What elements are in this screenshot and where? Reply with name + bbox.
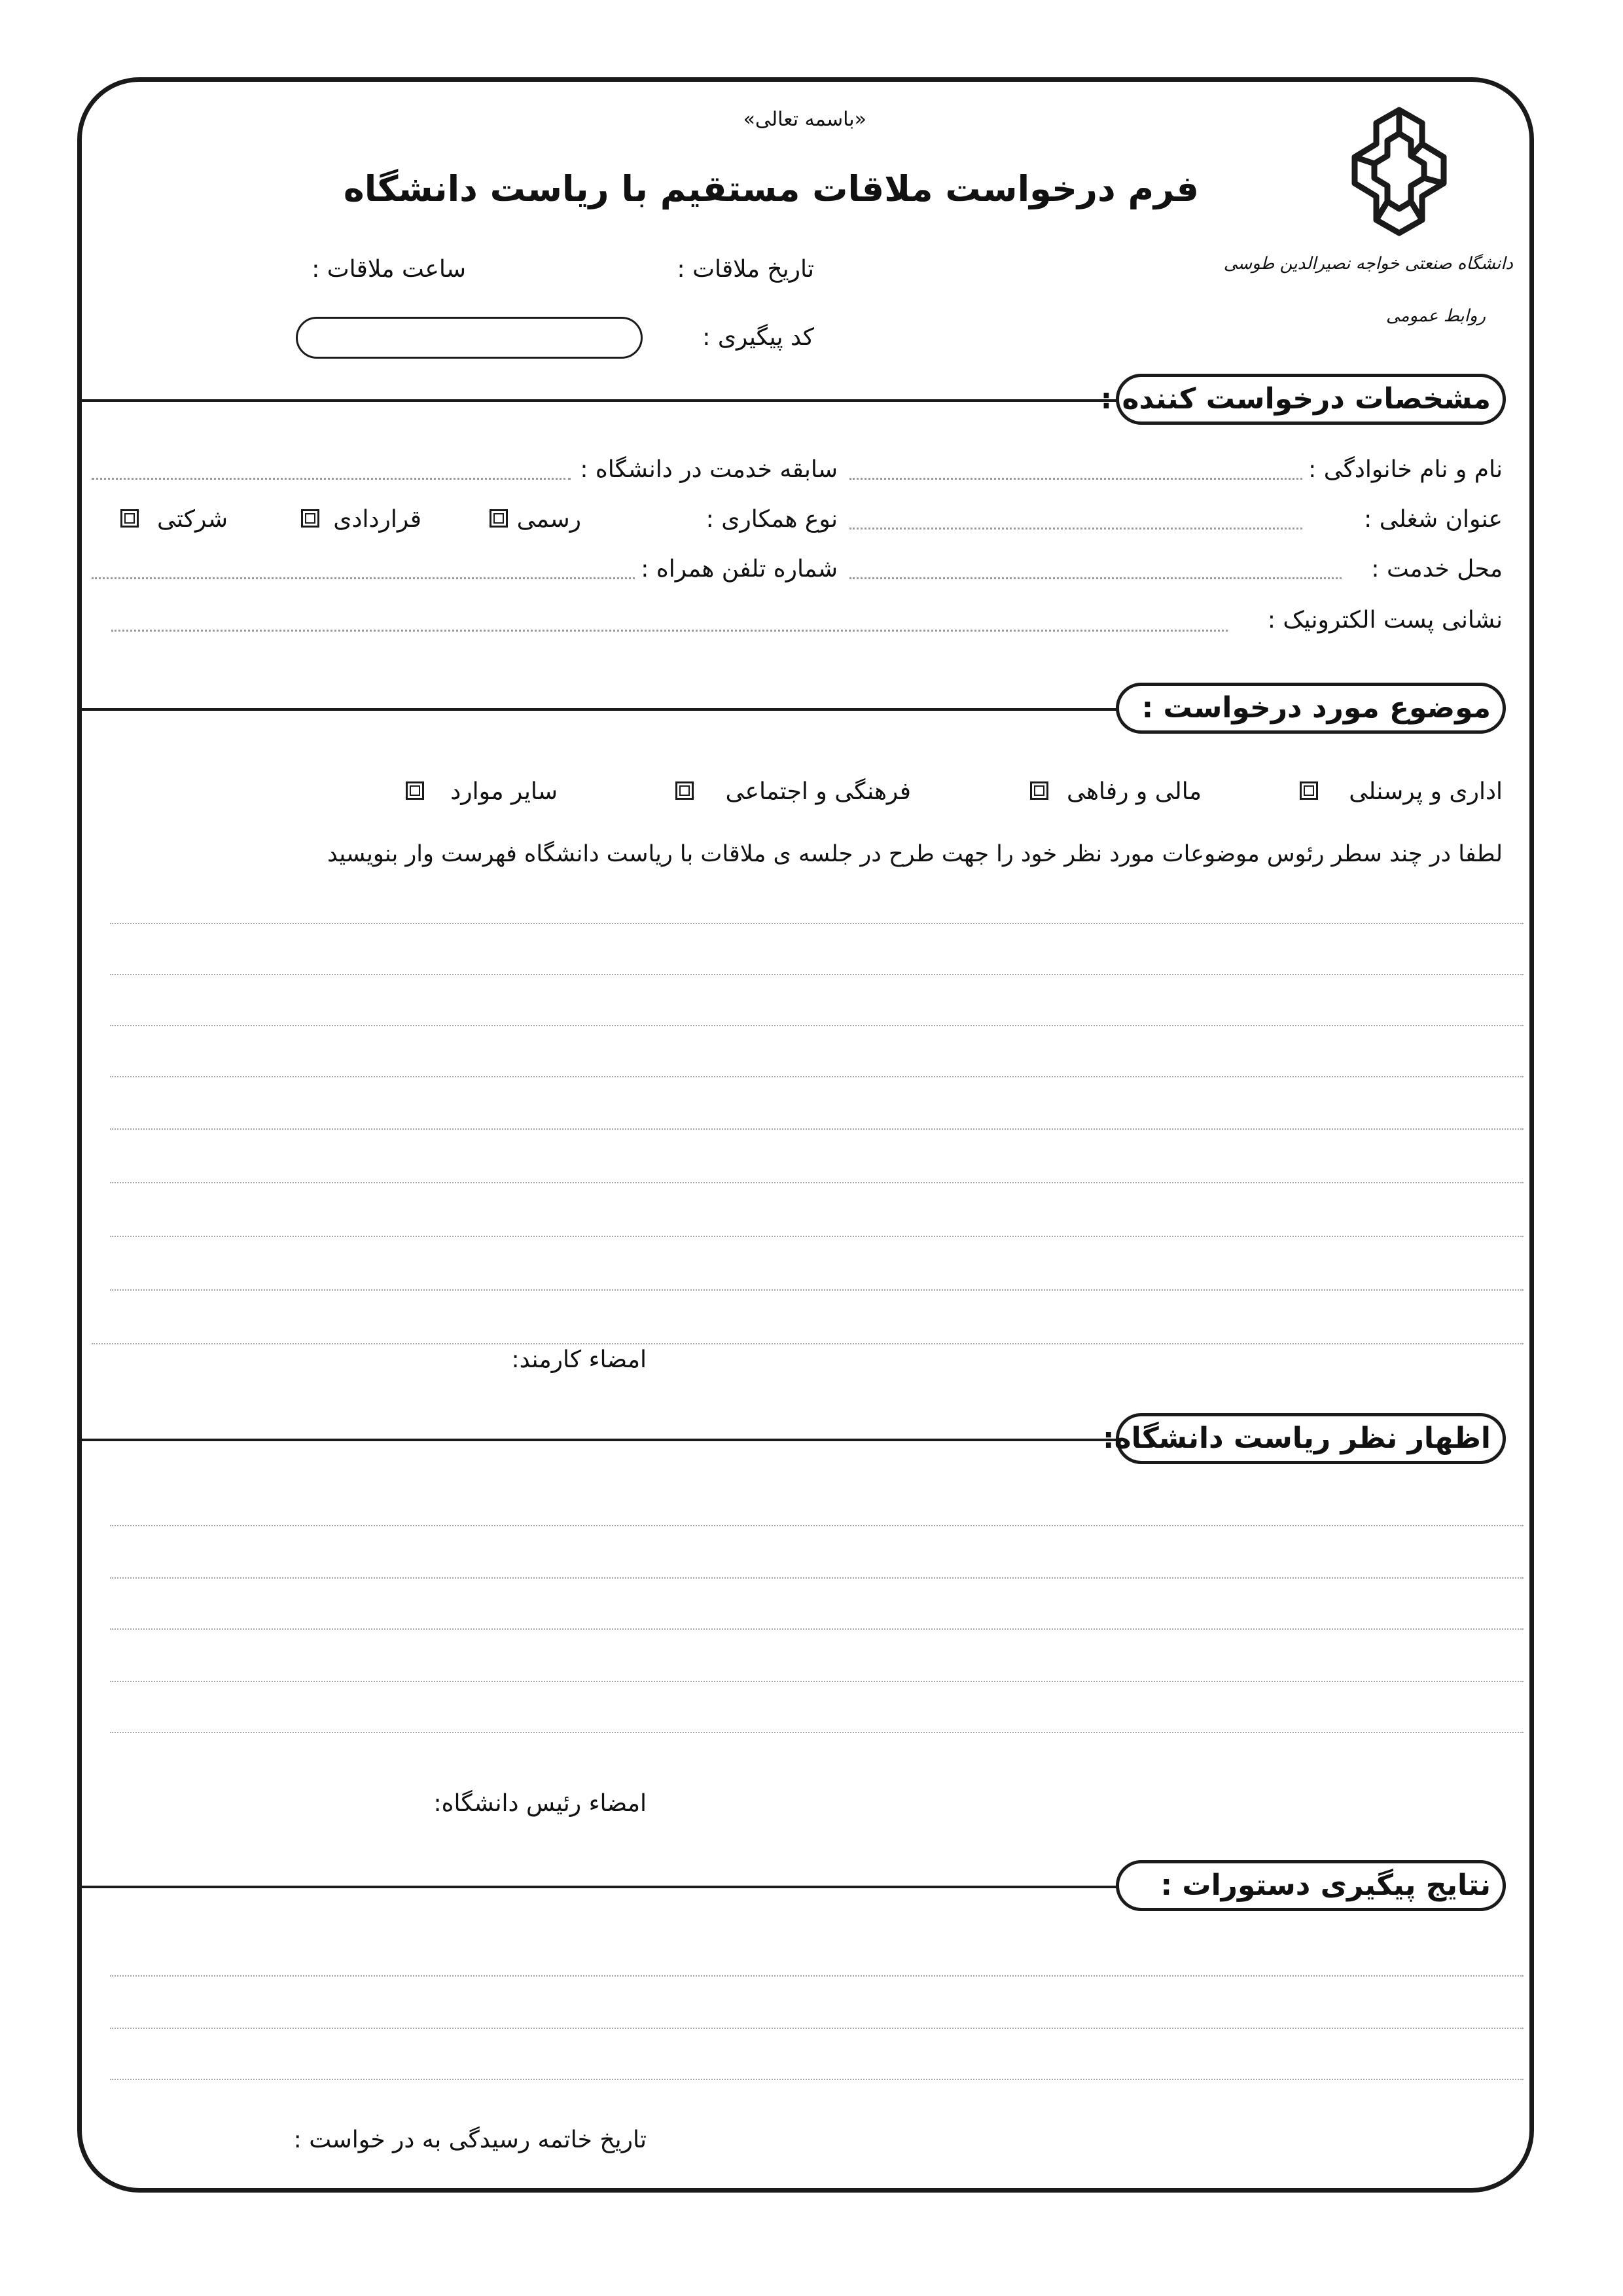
checkbox-company[interactable] — [120, 509, 139, 528]
writing-line[interactable] — [92, 1343, 1524, 1344]
section-divider — [82, 1886, 1122, 1888]
checkbox-other[interactable] — [406, 781, 424, 800]
logo-emblem-icon — [1340, 103, 1458, 241]
president-signature-label: امضاء رئیس دانشگاه: — [433, 1790, 647, 1817]
writing-line[interactable] — [110, 1289, 1524, 1291]
section-divider — [82, 1439, 1122, 1441]
subject-section-title: موضوع مورد درخواست : — [1116, 683, 1506, 734]
full-name-field[interactable] — [849, 478, 1302, 480]
university-name: دانشگاه صنعتی خواجه نصیرالدین طوسی — [1223, 254, 1513, 274]
section-divider — [82, 399, 1122, 402]
page-title: فرم درخواست ملاقات مستقیم با ریاست دانشگاه — [343, 168, 1199, 209]
writing-line[interactable] — [110, 1628, 1524, 1630]
section-divider — [82, 708, 1122, 711]
writing-line[interactable] — [110, 2079, 1524, 2080]
mobile-label: شماره تلفن همراه : — [641, 556, 838, 583]
full-name-label: نام و نام خانوادگی : — [1308, 456, 1503, 483]
option-company-label: شرکتی — [156, 506, 228, 533]
writing-line[interactable] — [110, 1025, 1524, 1026]
writing-line[interactable] — [110, 1577, 1524, 1579]
basmala: «باسمه تعالی» — [743, 108, 866, 131]
writing-line[interactable] — [110, 1732, 1524, 1733]
option-contractual-label: قراردادی — [333, 506, 421, 533]
checkbox-administrative[interactable] — [1300, 781, 1318, 800]
writing-line[interactable] — [110, 2028, 1524, 2029]
option-financial-label: مالی و رفاهی — [1066, 778, 1202, 805]
option-other-label: سایر موارد — [450, 778, 558, 805]
option-administrative-label: اداری و پرسنلی — [1349, 778, 1503, 805]
checkbox-official[interactable] — [490, 509, 508, 528]
checkbox-cultural[interactable] — [675, 781, 694, 800]
writing-line[interactable] — [110, 1681, 1524, 1682]
option-official-label: رسمی — [516, 506, 581, 533]
writing-line[interactable] — [110, 1525, 1524, 1526]
public-relations-label: روابط عمومی — [1385, 306, 1486, 326]
email-label: نشانی پست الکترونیک : — [1267, 607, 1503, 634]
subject-instruction: لطفا در چند سطر رئوس موضوعات مورد نظر خود را جهت طرح در جلسه ی ملاقات با ریاست دانشگاه فهرست وار بنویسید — [327, 841, 1503, 867]
followup-section-title: نتایج پیگیری دستورات : — [1116, 1860, 1506, 1911]
meeting-date-label: تاریخ ملاقات : — [677, 256, 814, 283]
job-title-field[interactable] — [849, 528, 1302, 529]
email-field[interactable] — [111, 630, 1228, 632]
workplace-label: محل خدمت : — [1371, 556, 1503, 583]
mobile-field[interactable] — [92, 577, 635, 579]
service-history-field[interactable] — [92, 478, 571, 480]
applicant-section-title: مشخصات درخواست کننده : — [1116, 374, 1506, 425]
employee-signature-label: امضاء کارمند: — [511, 1346, 647, 1373]
writing-line[interactable] — [110, 1975, 1524, 1977]
president-section-title: اظهار نظر ریاست دانشگاه: — [1116, 1413, 1506, 1464]
writing-line[interactable] — [110, 1182, 1524, 1183]
writing-line[interactable] — [110, 1236, 1524, 1237]
university-logo — [1340, 103, 1458, 241]
checkbox-contractual[interactable] — [301, 509, 319, 528]
checkbox-financial[interactable] — [1030, 781, 1048, 800]
service-history-label: سابقه خدمت در دانشگاه : — [580, 456, 838, 483]
employment-type-label: نوع همکاری : — [705, 506, 838, 533]
completion-date-label: تاریخ خاتمه رسیدگی به در خواست : — [293, 2126, 647, 2153]
job-title-label: عنوان شغلی : — [1364, 506, 1503, 533]
meeting-time-label: ساعت ملاقات : — [312, 256, 466, 283]
option-cultural-label: فرهنگی و اجتماعی — [725, 778, 911, 805]
writing-line[interactable] — [110, 1076, 1524, 1077]
writing-line[interactable] — [110, 923, 1524, 924]
tracking-code-label: کد پیگیری : — [702, 324, 814, 351]
writing-line[interactable] — [110, 974, 1524, 975]
tracking-code-field[interactable] — [296, 317, 643, 359]
workplace-field[interactable] — [849, 577, 1342, 579]
writing-line[interactable] — [110, 1128, 1524, 1130]
